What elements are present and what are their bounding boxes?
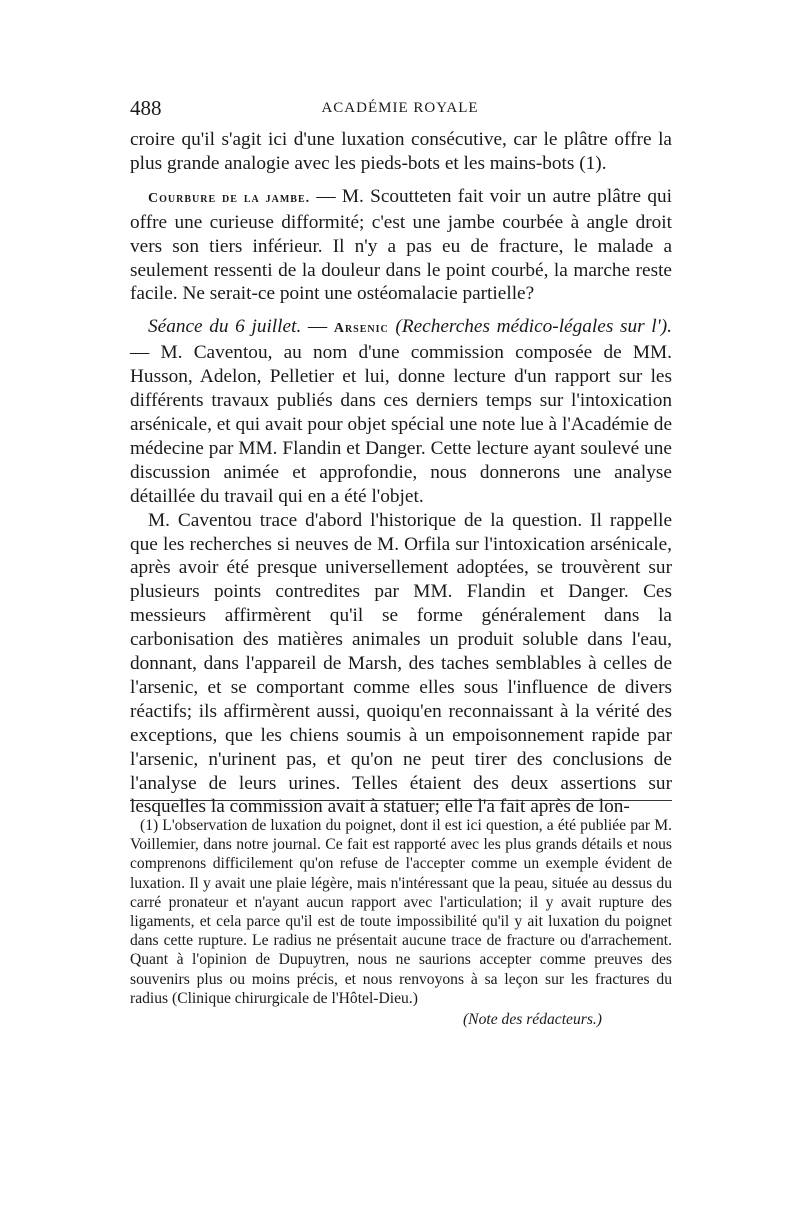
- section-reference: (Recherches médico-légales sur l').: [388, 316, 672, 338]
- main-text: [130, 128, 672, 819]
- session-date: Séance du 6 juillet.: [148, 316, 302, 338]
- paragraph-seance-text: — M. Caventou, au nom d'une commission composée de MM. Husson, Adelon, Pelletier et lui, donne lecture d'un rapport sur les différents travaux publiés dans ces derniers temps sur l'intoxication arsénicale, et qui avait pour objet spécial une note lue à l'Académie de médecine par MM. Flandin et Danger. Cette lecture ayant soulevé une discussion animée et approfondie, nous donnerons une analyse détaillée du travail qui en a été l'objet.: [130, 342, 672, 507]
- footnote-divider: [130, 800, 672, 801]
- paragraph-continuation: croire qu'il s'agit ici d'une luxation consécutive, car le plâtre offre la plus grande analogie avec les pieds-bots et les mains-bots (1).: [130, 129, 672, 174]
- session-dash: —: [301, 316, 334, 338]
- footnote-text: (1) L'observation de luxation du poignet, dont il est ici question, a été publiée par M. Voillemier, dans notre journal. Ce fait est rapporté avec les plus grands détails et nous comprenons difficilement qu'on refuse de l'accepter comme un exemple évident de luxation. Il y avait une plaie légère, mais n'intéressant que la peau, située au dessus du carré pronateur et n'ayant aucun rapport avec l'articulation; il y avait rupture des ligaments, et cela parce qu'il est de toute impossibilité qu'il y ait luxation du poignet dans cette rupture. Le radius ne présentait aucune trace de fracture ou d'arrachement. Quant à l'opinion de Dupuytren, nous ne saurions accepter comme preuves des souvenirs plus ou moins précis, et nous renvoyons à sa leçon sur les fractures du radius (Clinique chirurgicale de l'Hôtel-Dieu.): [130, 817, 672, 1007]
- running-title: ACADÉMIE ROYALE: [321, 100, 479, 116]
- paragraph-courbure: [130, 185, 672, 307]
- footnote-block: [130, 816, 672, 1029]
- footnote-signature: [130, 1010, 672, 1029]
- section-heading-arsenic: Arsenic: [333, 321, 389, 337]
- section-heading-courbure: Courbure de la jambe.: [148, 190, 311, 206]
- paragraph-caventou: M. Caventou trace d'abord l'historique de la question. Il rappelle que les recherches si neuves de M. Orfila sur l'intoxication arsénicale, après avoir été presque universellement adoptées, se trouvèrent sur plusieurs points contredites par MM. Flandin et Danger. Ces messieurs affirmèrent qu'il se forme généralement dans la carbonisation des matières animales un produit soluble dans l'eau, donnant, dans l'appareil de Marsh, des taches semblables à celles de l'arsenic, et se comportant comme elles sous l'influence de divers réactifs; ils affirmèrent aussi, quoiqu'en reconnaissant à la vérité des exceptions, que les chiens soumis à un empoisonnement rapide par l'arsenic, n'urinent pas, et qu'on ne peut tirer des conclusions de l'analyse de leurs urines. Telles étaient des deux assertions sur lesquelles la commission avait à statuer; elle l'a fait après de lon-: [130, 509, 672, 818]
- paragraph-courbure-text: — M. Scoutteten fait voir un autre plâtre qui offre une curieuse difformité; c'est une jambe courbée à angle droit vers son tiers inférieur. Il n'y a pas eu de fracture, le malade a seulement ressenti de la douleur dans le point courbé, la marche reste facile. Ne serait-ce point une ostéomalacie partielle?: [130, 185, 672, 305]
- running-head: [130, 96, 670, 124]
- paragraph-seance: [130, 315, 672, 508]
- footnote-signature-text: (Note des rédacteurs.): [462, 1011, 602, 1029]
- page-number: 488: [130, 96, 162, 120]
